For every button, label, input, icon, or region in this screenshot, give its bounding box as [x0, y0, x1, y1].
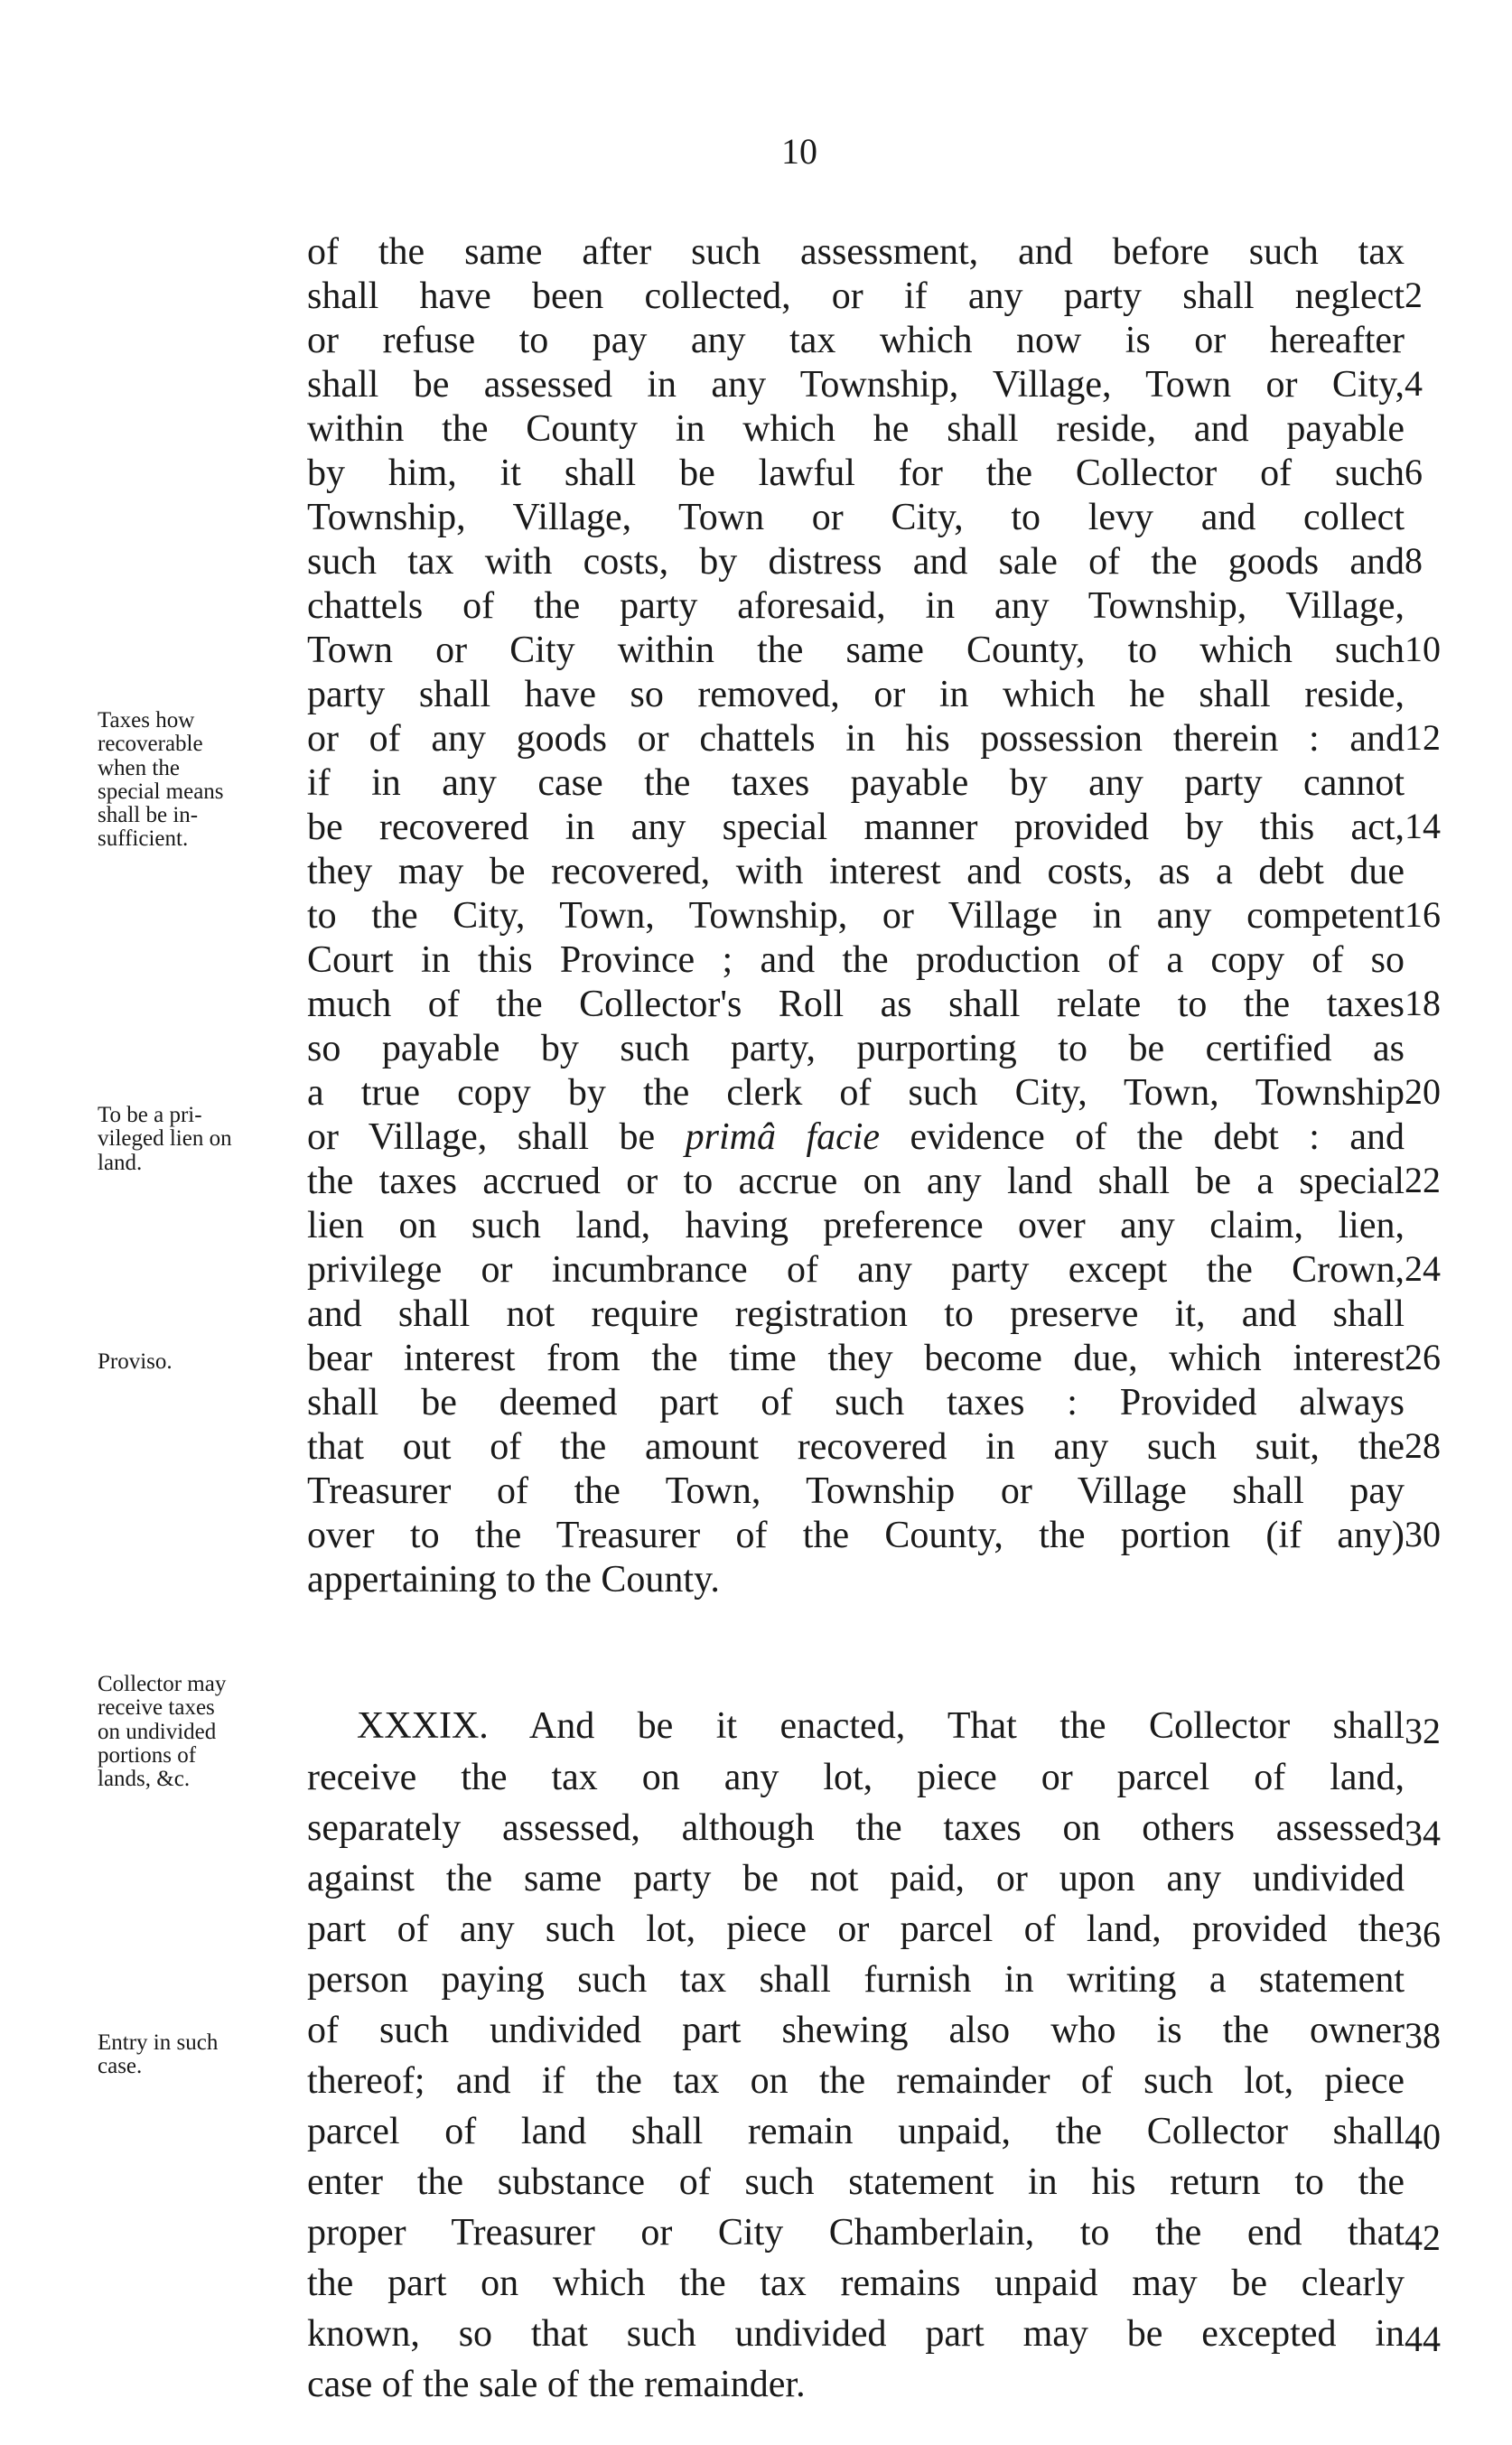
line-number: 28 — [1405, 1425, 1441, 1466]
text-line: chattels of the party aforesaid, in any Township, Village, — [307, 585, 1405, 627]
text-line: parcel of land shall remain unpaid, the Collector shall — [307, 2111, 1405, 2152]
text-line: thereof; and if the tax on the remainder of such lot, piece — [307, 2060, 1405, 2102]
text-line: to the City, Town, Township, or Village in any competent — [307, 895, 1405, 937]
text-line: Town or City within the same County, to which such — [307, 630, 1405, 671]
text-line: shall have been collected, or if any party shall neglect — [307, 275, 1405, 317]
text-line: be recovered in any special manner provided by this act, — [307, 807, 1405, 848]
text-line: so payable by such party, purporting to be certified as — [307, 1028, 1405, 1069]
text-line: by him, it shall be lawful for the Collector of such — [307, 453, 1405, 494]
text-line: proper Treasurer or City Chamberlain, to the end that — [307, 2212, 1405, 2254]
text-line: the taxes accrued or to accrue on any land shall be a special — [307, 1161, 1405, 1202]
text-line: appertaining to the County. — [307, 1559, 720, 1600]
text-line: over to the Treasurer of the County, the portion (if any) — [307, 1515, 1405, 1556]
text-line: against the same party be not paid, or upon any undivided — [307, 1858, 1405, 1899]
page-number: 10 — [781, 131, 817, 172]
text-line: shall be deemed part of such taxes : Provided always — [307, 1382, 1405, 1423]
section-heading-line: XXXIX. And be it enacted, That the Collector shall — [357, 1705, 1405, 1747]
text-line: if in any case the taxes payable by any party cannot — [307, 762, 1405, 804]
text-line: part of any such lot, piece or parcel of land, provided the — [307, 1908, 1405, 1950]
line-number: 32 — [1405, 1711, 1441, 1751]
text-line: the part on which the tax remains unpaid may be clearly — [307, 2263, 1405, 2304]
margin-note-entry-in-such-case: Entry in such case. — [98, 2030, 219, 2079]
text-line: receive the tax on any lot, piece or parcel of land, — [307, 1757, 1405, 1798]
text-line: bear interest from the time they become due, which interest — [307, 1338, 1405, 1379]
text-line: case of the sale of the remainder. — [307, 2364, 806, 2405]
line-number: 30 — [1405, 1514, 1441, 1554]
line-number: 14 — [1405, 806, 1441, 846]
text-line: of such undivided part shewing also who is the owner — [307, 2010, 1405, 2051]
text-line: shall be assessed in any Township, Village, Town or City, — [307, 364, 1405, 406]
text-line: privilege or incumbrance of any party except the Crown, — [307, 1249, 1405, 1291]
text-line: that out of the amount recovered in any such suit, the — [307, 1426, 1405, 1468]
line-number: 36 — [1405, 1914, 1441, 1955]
line-number: 10 — [1405, 629, 1441, 669]
line-number: 8 — [1405, 540, 1423, 581]
text-line: enter the substance of such statement in his return to the — [307, 2161, 1405, 2203]
text-line: such tax with costs, by distress and sale of the goods and — [307, 541, 1405, 583]
line-number: 26 — [1405, 1337, 1441, 1377]
line-number: 22 — [1405, 1160, 1441, 1200]
line-number: 40 — [1405, 2116, 1441, 2157]
margin-note-proviso: Proviso. — [98, 1349, 173, 1374]
line-number: 34 — [1405, 1813, 1441, 1853]
line-number: 12 — [1405, 717, 1441, 758]
margin-note-privileged-lien: To be a pri- vileged lien on land. — [98, 1103, 232, 1175]
text-line: Township, Village, Town or City, to levy and collect — [307, 497, 1405, 538]
text-line: within the County in which he shall reside, and payable — [307, 408, 1405, 450]
line-number: 24 — [1405, 1248, 1441, 1289]
line-number: 42 — [1405, 2217, 1441, 2258]
text-line: separately assessed, although the taxes on others assessed — [307, 1807, 1405, 1849]
line-number: 38 — [1405, 2015, 1441, 2056]
line-number: 44 — [1405, 2319, 1441, 2359]
text-line: they may be recovered, with interest and costs, as a debt due — [307, 851, 1405, 892]
text-line: or Village, shall be primâ facie evidence of the debt : and — [307, 1116, 1405, 1158]
text-line: and shall not require registration to preserve it, and shall — [307, 1293, 1405, 1335]
text-line: lien on such land, having preference over any claim, lien, — [307, 1205, 1405, 1246]
text-line: person paying such tax shall furnish in writing a statement — [307, 1959, 1405, 2001]
text-line: of the same after such assessment, and before such tax — [307, 231, 1405, 273]
text-line: Court in this Province ; and the production of a copy of so — [307, 939, 1405, 981]
line-number: 2 — [1405, 275, 1423, 315]
line-number: 16 — [1405, 894, 1441, 935]
text-line: much of the Collector's Roll as shall relate to the taxes — [307, 984, 1405, 1025]
text-line: a true copy by the clerk of such City, Town, Township — [307, 1072, 1405, 1114]
text-line: or of any goods or chattels in his possession therein : and — [307, 718, 1405, 760]
line-number: 6 — [1405, 452, 1423, 492]
text-line: or refuse to pay any tax which now is or hereafter — [307, 320, 1405, 361]
margin-note-taxes-recoverable: Taxes how recoverable when the special means shall be in- sufficient. — [98, 708, 224, 852]
line-number: 4 — [1405, 363, 1423, 404]
margin-note-collector-undivided: Collector may receive taxes on undivided portions of lands, &c. — [98, 1672, 227, 1791]
line-number: 18 — [1405, 983, 1441, 1023]
text-line: Treasurer of the Town, Township or Village shall pay — [307, 1470, 1405, 1512]
text-line: party shall have so removed, or in which he shall reside, — [307, 674, 1405, 715]
line-number: 20 — [1405, 1071, 1441, 1112]
text-line: known, so that such undivided part may be excepted in — [307, 2313, 1405, 2355]
